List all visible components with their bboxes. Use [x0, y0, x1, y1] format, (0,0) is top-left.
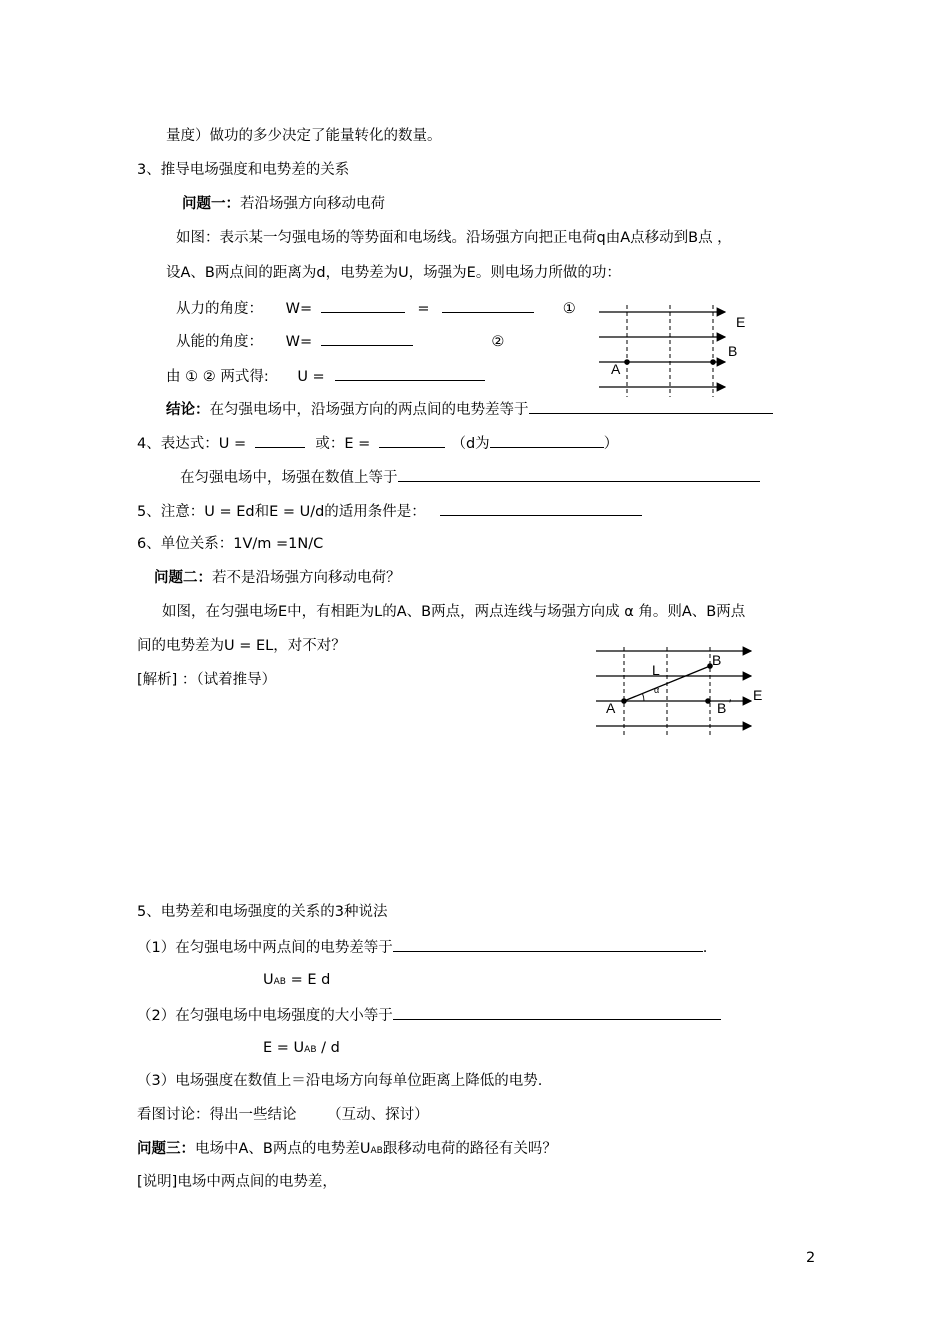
expression-e: 或：E =	[315, 436, 371, 452]
statement-1	[137, 936, 707, 958]
question-2-label: 问题二：	[154, 570, 212, 586]
question-1-text: 若沿场强方向移动电荷	[240, 196, 385, 212]
field-magnitude-line	[180, 466, 760, 488]
expression-d-blank[interactable]	[490, 432, 604, 448]
expression-u-blank[interactable]	[255, 432, 305, 448]
unit-relation: 6、单位关系：1V/m =1N/C	[137, 536, 324, 552]
energy-angle-line	[176, 330, 504, 352]
statement-1-period: .	[702, 940, 708, 956]
force-blank-1[interactable]	[321, 297, 405, 313]
point-a	[621, 698, 627, 704]
question-1	[182, 194, 385, 214]
discussion-note: （互动、探讨）	[327, 1107, 429, 1123]
statement-2-text: （2）在匀强电场中电场强度的大小等于	[137, 1008, 393, 1024]
question-3	[137, 1139, 557, 1161]
label-b: B	[728, 343, 738, 359]
figure-2-angle-diagram	[594, 645, 774, 740]
angle-arc	[643, 694, 645, 701]
formula-e-sub: AB	[304, 1045, 317, 1055]
question-3-text-b: 跟移动电荷的路径有关吗？	[382, 1141, 557, 1157]
question-3-label: 问题三：	[137, 1141, 195, 1157]
formula-e	[263, 1038, 340, 1060]
point-a	[624, 359, 630, 365]
text-line-4: 如图：表示某一匀强电场的等势面和电场线。沿场强方向把正电荷q由A点移动到B点 ，	[176, 230, 732, 246]
field-magnitude-blank[interactable]	[398, 466, 760, 482]
label-a: A	[611, 361, 621, 377]
three-statements-heading: 5、电势差和电场强度的关系的3种说法	[137, 904, 388, 920]
condition-text: 5、注意：U = Ed和E = U/d的适用条件是：	[137, 504, 426, 520]
label-e: E	[753, 687, 763, 703]
energy-blank[interactable]	[321, 330, 413, 346]
expression-line	[137, 432, 618, 454]
question-3-sub: AB	[370, 1146, 383, 1156]
text-line-15: 如图，在匀强电场E中，有相距为L的A、B两点，两点连线与场强方向成 α 角。则A、B两点	[162, 604, 746, 620]
formula-e-a: E = U	[263, 1040, 305, 1056]
conclusion-text: 在匀强电场中，沿场强方向的两点间的电势差等于	[209, 402, 529, 418]
label-a: A	[606, 700, 616, 716]
formula-uab-u: U	[263, 972, 274, 988]
statement-2	[137, 1004, 721, 1026]
expression-e-blank[interactable]	[379, 432, 445, 448]
force-equals: =	[417, 301, 430, 317]
section-3-heading: 3、推导电场强度和电势差的关系	[137, 162, 350, 178]
force-angle-line	[176, 297, 576, 319]
discussion-line	[137, 1105, 429, 1125]
equation-marker-1: ①	[562, 301, 576, 317]
formula-uab-rest: = E d	[285, 972, 331, 988]
formula-e-b: / d	[316, 1040, 340, 1056]
label-b-prime: B	[717, 700, 727, 716]
label-l: L	[652, 662, 660, 678]
condition-blank[interactable]	[440, 500, 642, 516]
formula-uab-sub: AB	[273, 977, 286, 987]
equation-marker-2: ②	[491, 334, 505, 350]
condition-line	[137, 500, 642, 522]
energy-w-label: W=	[285, 334, 313, 350]
text-line-5: 设A、B两点间的距离为d，电势差为U，场强为E。则电场力所做的功：	[166, 265, 621, 281]
label-prime-mark: ′	[729, 697, 732, 711]
expression-d: （d为	[451, 436, 490, 452]
question-1-label: 问题一：	[182, 196, 240, 212]
expression-u: 4、表达式：U =	[137, 436, 247, 452]
conclusion-label: 结论：	[166, 402, 210, 418]
field-magnitude-text: 在匀强电场中，场强在数值上等于	[180, 470, 398, 486]
question-3-text-a: 电场中A、B两点的电势差U	[195, 1141, 371, 1157]
combine-label: 由 ① ② 两式得:	[166, 369, 269, 385]
label-alpha: α	[654, 685, 660, 695]
page-number: 2	[806, 1250, 816, 1266]
text-line-16: 间的电势差为U = EL，对不对？	[137, 638, 346, 654]
question-2-text: 若不是沿场强方向移动电荷？	[212, 570, 401, 586]
statement-1-blank[interactable]	[393, 936, 703, 952]
question-2	[154, 568, 401, 588]
force-blank-2[interactable]	[442, 297, 534, 313]
force-angle-label: 从力的角度：	[176, 301, 263, 317]
discussion-text: 看图讨论：得出一些结论	[137, 1107, 297, 1123]
analysis-line: [解析] ：（试着推导）	[137, 672, 277, 688]
formula-uab	[263, 970, 330, 992]
combine-line	[166, 365, 485, 387]
text-line-1: 量度）做功的多少决定了能量转化的数量。	[166, 128, 442, 144]
point-b-prime	[705, 698, 711, 704]
label-e: E	[736, 314, 746, 330]
force-w-label: W=	[285, 301, 313, 317]
statement-2-blank[interactable]	[393, 1004, 721, 1020]
statement-1-text: （1）在匀强电场中两点间的电势差等于	[137, 940, 393, 956]
statement-3: （3）电场强度在数值上＝沿电场方向每单位距离上降低的电势.	[137, 1073, 543, 1089]
label-b: B	[712, 652, 722, 668]
field-lines	[596, 651, 751, 726]
equipotential-lines	[627, 305, 713, 397]
combine-u-label: U =	[297, 369, 325, 385]
combine-blank[interactable]	[335, 365, 485, 381]
expression-close: ）	[603, 436, 619, 452]
point-b	[710, 359, 716, 365]
equipotential-lines	[624, 647, 710, 737]
energy-angle-label: 从能的角度：	[176, 334, 263, 350]
figure-1-field-diagram	[595, 300, 765, 405]
explanation-line: [说明]电场中两点间的电势差，	[137, 1174, 337, 1190]
